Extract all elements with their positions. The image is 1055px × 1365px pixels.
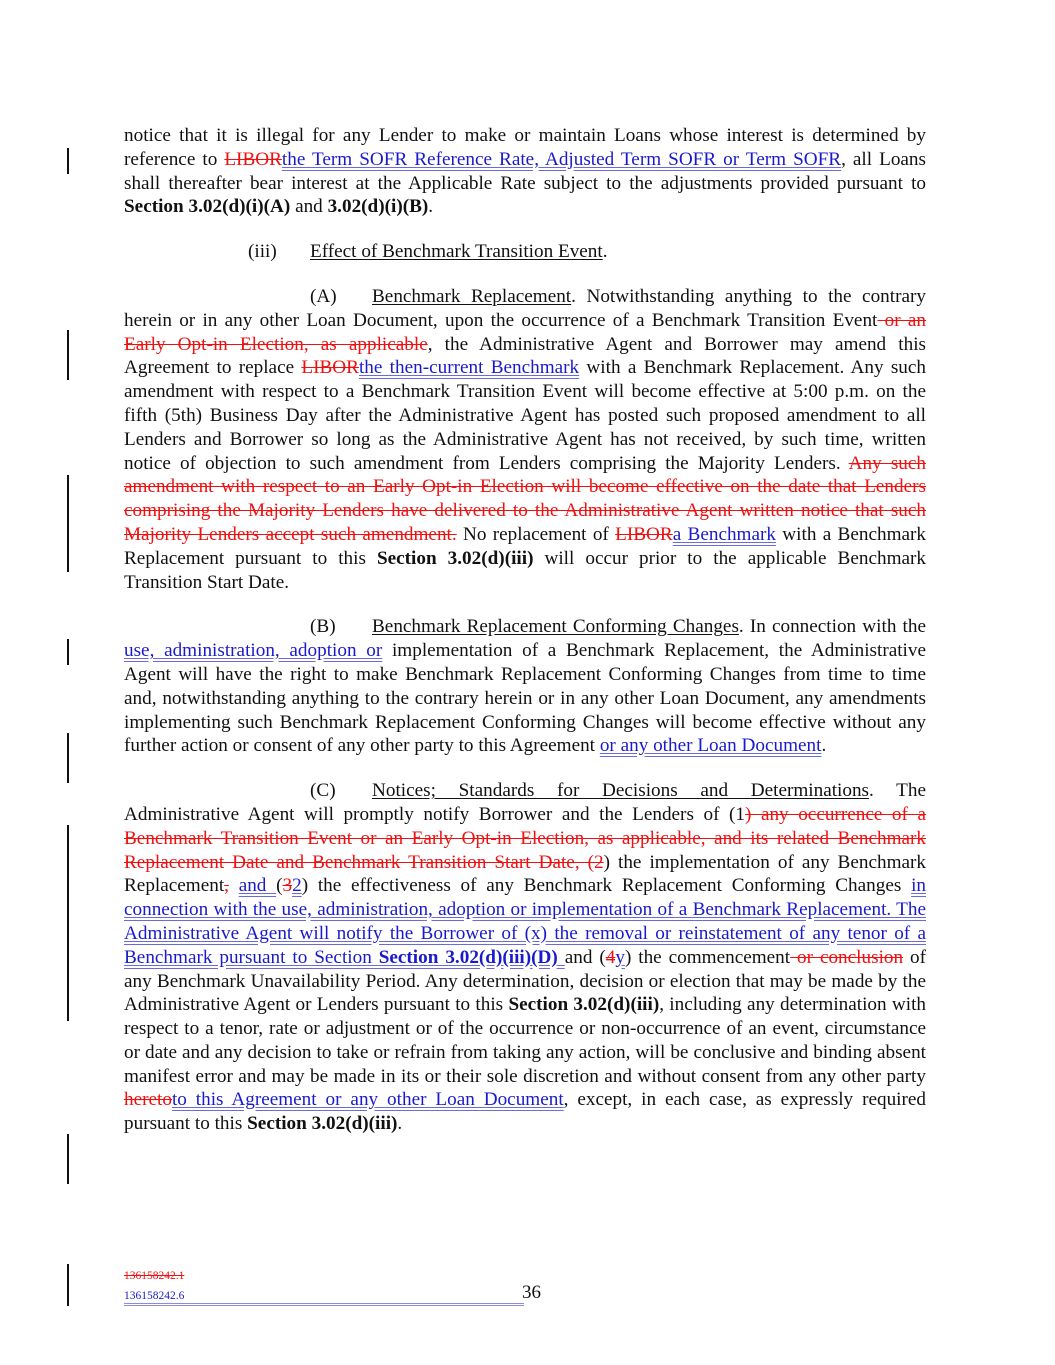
footer-doc-ids [124, 1266, 524, 1306]
document-page [124, 124, 926, 1136]
deleted-text: LIBOR [301, 357, 359, 379]
clause-number: (B) [310, 616, 336, 638]
clause-number: (C) [310, 780, 336, 802]
inserted-text: to this Agreement or any other Loan Document [171, 1089, 564, 1111]
deleted-text: or conclusion [790, 946, 904, 968]
inserted-text: or any other Loan Document [599, 735, 822, 757]
change-bar [67, 639, 69, 665]
clause-title: Benchmark Replacement [372, 285, 572, 307]
paragraph-b-conforming-changes: (B) Benchmark Replacement Conforming Changes. In connection with the use, administration, adoption or implementation of a Benchmark Replacement, the Administrative Agent will have the right to make Benchmark Replacement Conforming Changes from time to time and, notwithstanding anything to the contrary herein or in any other Loan Document, any amendments implementing such Benchmark Replacement Conforming Changes will become effective without any further action or consent of any other party to this Agreement or any other Loan Document. [124, 616, 926, 757]
deleted-text: LIBOR [615, 523, 673, 545]
deleted-text: Any such amendment with respect to an Early Opt-in Election will become effective on the date that Lenders comprising the Majority Lenders have delivered to the Administrative Agent written notice that such Majority Lenders accept such amendment. [124, 452, 926, 545]
change-bar [67, 330, 69, 380]
inserted-text: a Benchmark [672, 523, 776, 545]
section-title: Effect of Benchmark Transition Event [310, 241, 603, 263]
deleted-text: LIBOR [224, 148, 282, 170]
inserted-text: and [238, 875, 277, 897]
inserted-text: the Term SOFR Reference Rate, Adjusted Term SOFR or Term SOFR [281, 148, 842, 170]
section-number: (iii) [248, 241, 277, 263]
paragraph-a-benchmark-replacement: (A) Benchmark Replacement. Notwithstanding anything to the contrary herein or in any other Loan Document, upon the occurrence of a Benchmark Transition Event or an Early Opt-in Election, as applicable, the Administrative Agent and Borrower may amend this Agreement to replace LIBORthe then-current Benchmark with a Benchmark Replacement. Any such amendment with respect to a Benchmark Transition Event will become effective at 5:00 p.m. on the fifth (5th) Business Day after the Administrative Agent has posted such proposed amendment to all Lenders and Borrower so long as the Administrative Agent has not received, by such time, written notice of objection to such amendment from Lenders comprising the Majority Lenders. Any such amendment with respect to an Early Opt-in Election will become effective on the date that Lenders comprising the Majority Lenders have delivered to the Administrative Agent written notice that such Majority Lenders accept such amendment. No replacement of LIBORa Benchmark with a Benchmark Replacement pursuant to this Section 3.02(d)(iii) will occur prior to the applicable Benchmark Transition Start Date. [124, 285, 927, 593]
section-reference: Section 3.02(d)(iii) [376, 547, 534, 569]
deleted-text: , [224, 875, 229, 897]
section-reference: Section 3.02(d)(iii) [247, 1113, 398, 1135]
change-bar [67, 825, 69, 1021]
section-reference: Section 3.02(d)(i)(A) [124, 196, 291, 218]
section-reference: 3.02(d)(i)(B) [327, 196, 429, 218]
change-bar [67, 1264, 69, 1306]
deleted-text: 4 [605, 946, 616, 968]
inserted-text: 2 [292, 875, 302, 897]
deleted-text: ) any occurrence of a Benchmark Transition Event or an Early Opt-in Election, as applicable, and its related Benchmark Replacement Date and Benchmark Transition Start Date, (2 [124, 803, 926, 873]
clause-title: Benchmark Replacement Conforming Changes [372, 616, 739, 638]
section-heading-iii: (iii) Effect of Benchmark Transition Event. [248, 241, 608, 263]
change-bar [67, 475, 69, 572]
inserted-text: the then-current Benchmark [358, 357, 580, 379]
deleted-text: hereto [124, 1089, 172, 1111]
paragraph-c-notices: (C) Notices; Standards for Decisions and Determinations. The Administrative Agent will promptly notify Borrower and the Lenders of (1) any occurrence of a Benchmark Transition Event or an Early Opt-in Election, as applicable, and its related Benchmark Replacement Date and Benchmark Transition Start Date, (2) the implementation of any Benchmark Replacement, and (32) the effectiveness of any Benchmark Replacement Conforming Changes in connection with the use, administration, adoption or implementation of a Benchmark Replacement. The Administrative Agent will notify the Borrower of (x) the removal or reinstatement of any tenor of a Benchmark pursuant to Section Section 3.02(d)(iii)(D) and (4y) the commencement or conclusion of any Benchmark Unavailability Period. Any determination, decision or election that may be made by the Administrative Agent or Lenders pursuant to this Section 3.02(d)(iii), including any determination with respect to a tenor, rate or adjustment or of the occurrence or non-occurrence of an event, circumstance or date and any decision to take or refrain from taking any action, will be conclusive and binding absent manifest error and may be made in its or their sole discretion and without consent from any other party heretoto this Agreement or any other Loan Document, except, in each case, as expressly required pursuant to this Section 3.02(d)(iii). [124, 780, 927, 1135]
section-reference: Section 3.02(d)(iii) [508, 994, 660, 1016]
deleted-text: or an Early Opt-in Election, as applicable [124, 309, 927, 355]
clause-number: (A) [310, 285, 337, 307]
change-bar [67, 1134, 69, 1184]
page-number: 36 [522, 1282, 541, 1303]
inserted-text: use, administration, adoption or [124, 640, 383, 662]
inserted-doc-id: 136158242.6 [124, 1289, 524, 1306]
inserted-section-reference: Section 3.02(d)(iii)(D) [378, 946, 558, 968]
paragraph-illegality: notice that it is illegal for any Lender to make or maintain Loans whose interest is determined by reference to LIBORthe Term SOFR Reference Rate, Adjusted Term SOFR or Term SOFR, all Loans shall thereafter bear interest at the Applicable Rate subject to the adjustments provided pursuant to Section 3.02(d)(i)(A) and 3.02(d)(i)(B). [124, 125, 926, 218]
inserted-text: y [615, 946, 625, 968]
clause-title: Notices; Standards for Decisions and Determinations [372, 780, 870, 802]
change-bar [67, 148, 69, 174]
change-bar [67, 733, 69, 783]
deleted-doc-id: 136158242.1 [124, 1270, 185, 1282]
deleted-text: 3 [282, 875, 293, 897]
inserted-text: in connection with the use, administration, adoption or implementation of a Benchmark Replacement. The Administrative Agent will notify the Borrower of (x) the removal or reinstatement of any tenor of a Benchmark pursuant to Section [124, 875, 926, 968]
